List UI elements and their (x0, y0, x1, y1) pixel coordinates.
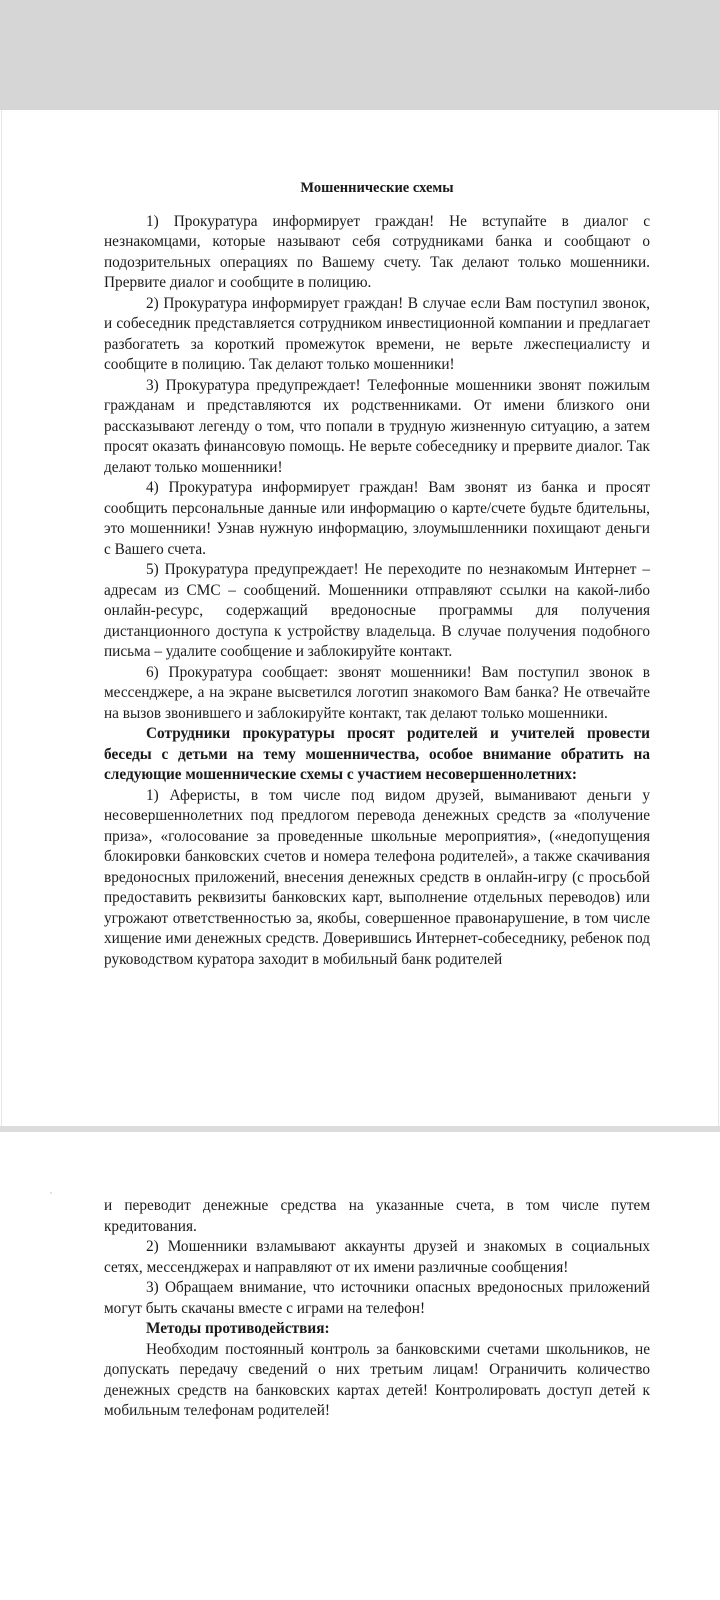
minor-scheme-item-1: 1) Аферисты, в том числе под видом друзей, выманивают деньги у несовершеннолетних под предлогом перевода денежных средств за «получение приза», «голосование за проведенные школьные мероприятия», («недопущения блокировки банковских счетов и номера телефона родителей», а также скачивания вредоносных приложений, внесения денежных средств в онлайн-игру (с просьбой предоставить реквизиты банковских карт, выполнение отдельных переводов) или угрожают ответственностью за, якобы, совершенное правонарушение, в том числе хищение ими денежных средств. Доверившись Интернет-собеседнику, ребенок под руководством куратора заходит в мобильный банк родителей (104, 786, 650, 968)
scan-speck (50, 1192, 52, 1194)
paragraph-item-3: 3) Прокуратура предупреждает! Телефонные мошенники звонят пожилым гражданам и представляются их родственниками. От имени близкого они рассказывают легенду о том, что попали в трудную жизненную ситуацию, а затем просят оказать финансовую помощь. Не верьте собеседнику и прервите диалог. Так делают только мошенники! (104, 376, 650, 476)
page-separator (0, 1126, 720, 1132)
continuation-paragraph: и переводит денежные средства на указанные счета, в том числе путем кредитования. (104, 1197, 650, 1235)
paragraph-item-1: 1) Прокуратура информирует граждан! Не вступайте в диалог с незнакомцами, которые называют себя сотрудниками банка и сообщают о подозрительных операциях по Вашему счету. Так делают только мошенники. Прервите диалог и сообщите в полицию. (104, 212, 650, 291)
minor-scheme-item-3: 3) Обращаем внимание, что источники опасных вредоносных приложений могут быть скачаны вместе с играми на телефон! (104, 1279, 650, 1317)
minor-scheme-item-2: 2) Мошенники взламывают аккаунты друзей и знакомых в социальных сетях, мессенджерах и направляют от их имени различные сообщения! (104, 1238, 650, 1276)
viewer-top-bar (0, 0, 720, 110)
paragraph-item-4: 4) Прокуратура информирует граждан! Вам звонят из банка и просят сообщить персональные данные или информацию о карте/счете будьте бдительны, это мошенники! Узнав нужную информацию, злоумышленники похищают деньги с Вашего счета. (104, 479, 650, 558)
paragraph-item-2: 2) Прокуратура информирует граждан! В случае если Вам поступил звонок, и собеседник представляется сотрудником инвестиционной компании и предлагает разбогатеть за короткий промежуток времени, не верьте лжеспециалисту и сообщите в полицию. Так делают только мошенники! (104, 294, 650, 373)
counter-measures-heading: Методы противодействия: (146, 1320, 330, 1337)
document-page-2 (104, 1196, 650, 1422)
page-edge (1, 110, 2, 1126)
document-page-1 (104, 178, 650, 970)
page-edge (718, 110, 719, 1126)
counter-measures-text: Необходим постоянный контроль за банковскими счетами школьников, не допускать передачу сведений о них третьим лицам! Ограничить количество денежных средств на банковских картах детей! Контролировать доступ детей к мобильным телефонам родителей! (104, 1340, 650, 1419)
paragraph-item-5: 5) Прокуратура предупреждает! Не переходите по незнакомым Интернет – адресам из СМС – сообщений. Мошенники отправляют ссылки на какой-либо онлайн-ресурс, содержащий вредоносные программы для получения дистанционного доступа к устройству владельца. В случае получения подобного письма – удалите сообщение и заблокируйте контакт. (104, 561, 650, 660)
appeal-paragraph: Сотрудники прокуратуры просят родителей и учителей провести беседы с детьми на тему мошенничества, особое внимание обратить на следующие мошеннические схемы с участием несовершеннолетних: (104, 725, 650, 783)
paragraph-item-6: 6) Прокуратура сообщает: звонят мошенники! Вам поступил звонок в мессенджере, а на экране высветился логотип знакомого Вам банка? Не отвечайте на вызов звонившего и заблокируйте контакт, так делают только мошенники. (104, 663, 650, 722)
document-title: Мошеннические схемы (300, 180, 454, 196)
